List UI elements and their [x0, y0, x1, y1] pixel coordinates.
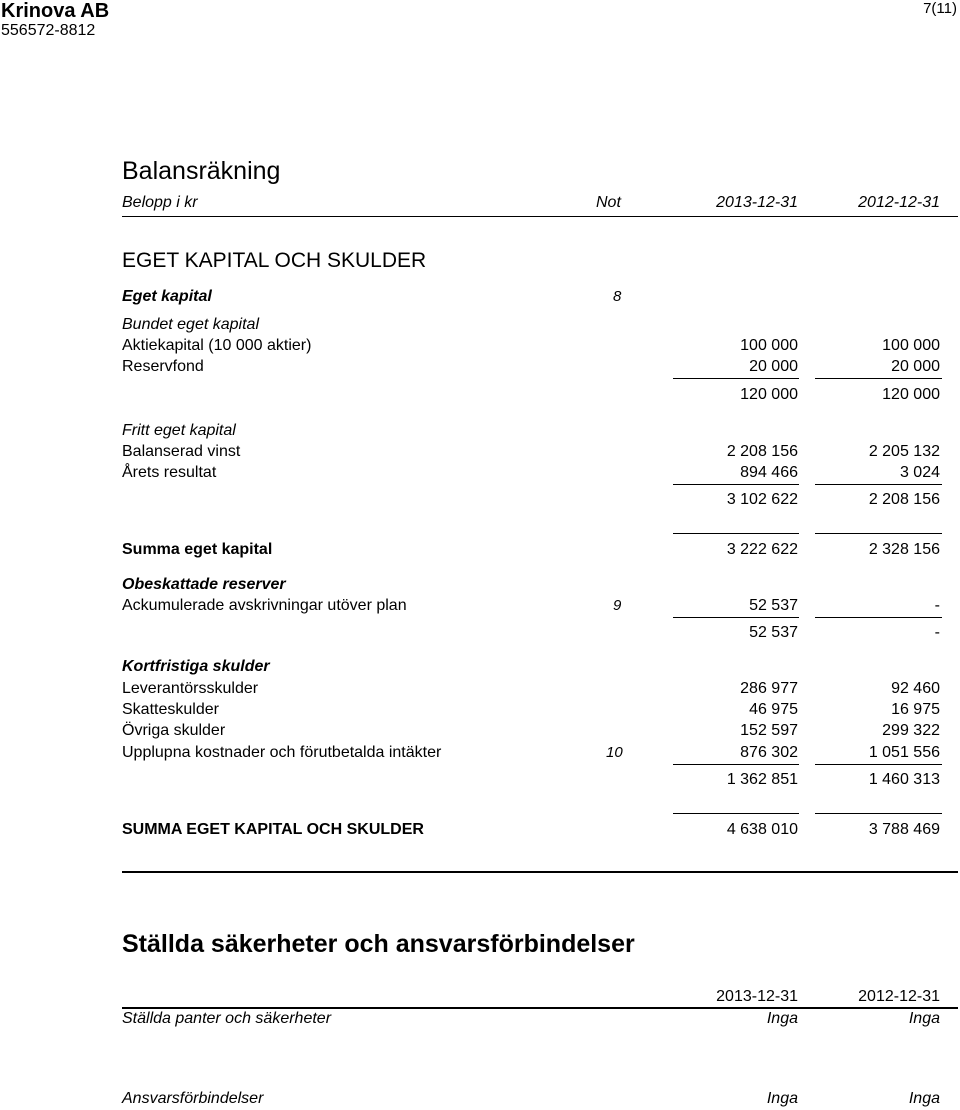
- accumulated-depreciation-2012: -: [934, 597, 940, 614]
- pledges-header-divider: [122, 1007, 958, 1009]
- amount-unit-label: Belopp i kr: [122, 194, 198, 211]
- net-income-label: Årets resultat: [122, 464, 217, 481]
- accounts-payable-2012: 92 460: [891, 680, 940, 697]
- net-income-2013: 894 466: [740, 464, 798, 481]
- equity-note: 8: [613, 288, 622, 305]
- page-number: 7(11): [923, 0, 957, 17]
- untaxed-reserves-sum-2013: 52 537: [749, 624, 798, 641]
- current-liabilities-sum-2013: 1 362 851: [726, 771, 798, 788]
- total-equity-label: Summa eget kapital: [122, 541, 273, 558]
- subtotal-line: [815, 378, 942, 379]
- untaxed-reserves-heading: Obeskattade reserver: [122, 576, 286, 593]
- contingent-liabilities-label: Ansvarsförbindelser: [122, 1090, 264, 1107]
- subtotal-line: [673, 617, 799, 618]
- current-liabilities-heading: Kortfristiga skulder: [122, 658, 270, 675]
- section-end-divider: [122, 871, 958, 873]
- grand-total-2013: 4 638 010: [726, 821, 798, 838]
- accrued-expenses-2013: 876 302: [740, 744, 798, 761]
- accrued-expenses-label: Upplupna kostnader och förutbetalda intäkter: [122, 744, 442, 761]
- free-equity-sum-2013: 3 102 622: [726, 491, 798, 508]
- free-equity-sum-2012: 2 208 156: [868, 491, 940, 508]
- total-equity-2013: 3 222 622: [726, 541, 798, 558]
- year2-column-header: 2012-12-31: [858, 194, 940, 211]
- share-capital-label: Aktiekapital (10 000 aktier): [122, 337, 312, 354]
- subtotal-line: [673, 764, 799, 765]
- restricted-equity-heading: Bundet eget kapital: [122, 316, 259, 333]
- org-number: 556572-8812: [1, 22, 96, 39]
- other-liabilities-2013: 152 597: [740, 722, 798, 739]
- grand-total-label: SUMMA EGET KAPITAL OCH SKULDER: [122, 821, 424, 838]
- tax-liabilities-2012: 16 975: [891, 701, 940, 718]
- pledged-assets-2013: Inga: [766, 1010, 798, 1027]
- reserve-fund-2012: 20 000: [891, 358, 940, 375]
- pledged-assets-2012: Inga: [908, 1010, 940, 1027]
- reserve-fund-label: Reservfond: [122, 358, 204, 375]
- retained-earnings-2012: 2 205 132: [868, 443, 940, 460]
- other-liabilities-2012: 299 322: [882, 722, 940, 739]
- accumulated-depreciation-note: 9: [613, 597, 622, 614]
- subtotal-line: [673, 378, 799, 379]
- subtotal-line: [815, 617, 942, 618]
- contingent-liabilities-2013: Inga: [766, 1090, 798, 1107]
- restricted-equity-sum-2013: 120 000: [740, 386, 798, 403]
- subtotal-line: [673, 484, 799, 485]
- pledged-assets-label: Ställda panter och säkerheter: [122, 1010, 332, 1027]
- year1-column-header: 2013-12-31: [716, 194, 798, 211]
- share-capital-2012: 100 000: [882, 337, 940, 354]
- equity-heading: Eget kapital: [122, 288, 212, 305]
- contingent-liabilities-2012: Inga: [908, 1090, 940, 1107]
- untaxed-reserves-sum-2012: -: [934, 624, 940, 641]
- accumulated-depreciation-label: Ackumulerade avskrivningar utöver plan: [122, 597, 407, 614]
- tax-liabilities-2013: 46 975: [749, 701, 798, 718]
- section-title: EGET KAPITAL OCH SKULDER: [122, 249, 427, 272]
- balance-title: Balansräkning: [122, 157, 281, 185]
- pledges-title: Ställda säkerheter och ansvarsförbindelser: [122, 930, 635, 958]
- free-equity-heading: Fritt eget kapital: [122, 422, 236, 439]
- net-income-2012: 3 024: [899, 464, 940, 481]
- total-line: [673, 813, 799, 814]
- subtotal-line: [815, 764, 942, 765]
- retained-earnings-2013: 2 208 156: [726, 443, 798, 460]
- header-divider: [122, 216, 958, 217]
- grand-total-2012: 3 788 469: [868, 821, 940, 838]
- accounts-payable-2013: 286 977: [740, 680, 798, 697]
- tax-liabilities-label: Skatteskulder: [122, 701, 219, 718]
- accumulated-depreciation-2013: 52 537: [749, 597, 798, 614]
- other-liabilities-label: Övriga skulder: [122, 722, 226, 739]
- reserve-fund-2013: 20 000: [749, 358, 798, 375]
- pledges-year1-header: 2013-12-31: [716, 988, 798, 1005]
- total-line: [815, 533, 942, 534]
- note-column-header: Not: [596, 194, 621, 211]
- restricted-equity-sum-2012: 120 000: [882, 386, 940, 403]
- subtotal-line: [815, 484, 942, 485]
- accrued-expenses-note: 10: [606, 744, 623, 761]
- total-line: [673, 533, 799, 534]
- total-line: [815, 813, 942, 814]
- accrued-expenses-2012: 1 051 556: [868, 744, 940, 761]
- total-equity-2012: 2 328 156: [868, 541, 940, 558]
- pledges-year2-header: 2012-12-31: [858, 988, 940, 1005]
- share-capital-2013: 100 000: [740, 337, 798, 354]
- current-liabilities-sum-2012: 1 460 313: [868, 771, 940, 788]
- company-name: Krinova AB: [1, 0, 110, 22]
- accounts-payable-label: Leverantörsskulder: [122, 680, 259, 697]
- retained-earnings-label: Balanserad vinst: [122, 443, 241, 460]
